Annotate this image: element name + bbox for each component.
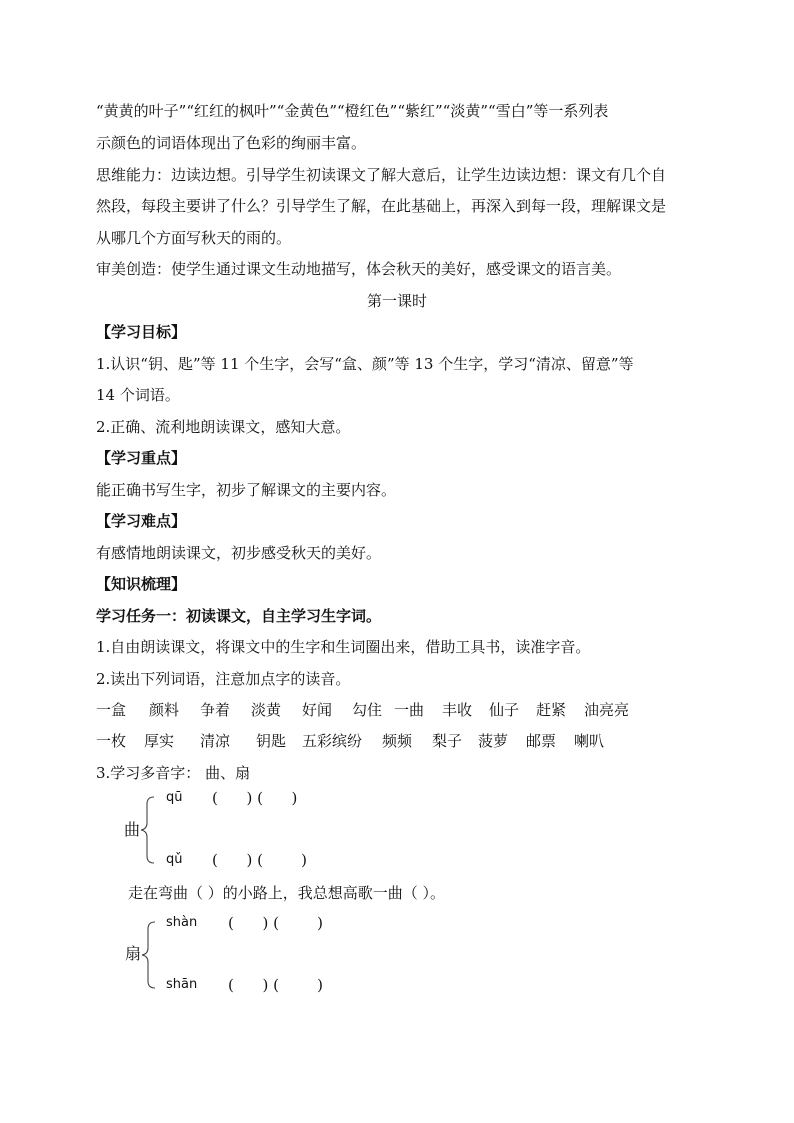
goals-heading: 【学习目标】 <box>96 323 187 341</box>
pinyin-reading: qū <box>166 790 183 805</box>
goal-line: 14 个词语。 <box>96 386 180 404</box>
answer-blanks: ( ) ( ) <box>212 851 307 869</box>
knowledge-heading: 【知识梳理】 <box>96 575 187 593</box>
task-step: 3.学习多音字： 曲、扇 <box>96 764 251 782</box>
word-item: 丰收 <box>442 701 473 719</box>
word-item: 频频 <box>382 732 413 750</box>
word-item: 喇叭 <box>574 732 605 750</box>
word-item: 仙子 <box>489 701 520 719</box>
word-item: 厚实 <box>144 732 175 750</box>
word-item: 淡黄 <box>251 701 282 719</box>
word-item: 油亮亮 <box>584 701 630 719</box>
word-item: 清凉 <box>200 732 231 750</box>
paragraph-line: “黄黄的叶子”“红红的枫叶”“金黄色”“橙红色”“紫红”“淡黄”“雪白”等一系列表 <box>96 102 609 120</box>
word-item: 一枚 <box>96 732 127 750</box>
paragraph-line: 然段，每段主要讲了什么？引导学生了解，在此基础上，再深入到每一段，理解课文是 <box>96 197 667 215</box>
pinyin-reading: shàn <box>166 915 198 930</box>
answer-blanks: ( ) ( ) <box>228 976 323 994</box>
difficulty-text: 有感情地朗读课文，初步感受秋天的美好。 <box>96 544 382 562</box>
task-step: 2.读出下列词语，注意加点字的读音。 <box>96 670 351 688</box>
word-item: 五彩缤纷 <box>302 732 363 750</box>
paragraph-line: 从哪几个方面写秋天的雨的。 <box>96 229 292 247</box>
key-text: 能正确书写生字，初步了解课文的主要内容。 <box>96 481 397 499</box>
word-item: 好闻 <box>302 701 333 719</box>
polyphone-char: 曲 <box>124 820 141 839</box>
pinyin-reading: qǔ <box>166 852 183 867</box>
paragraph-line: 思维能力：边读边想。引导学生初读课文了解大意后，让学生边读边想：课文有几个自 <box>96 166 667 184</box>
paragraph-line: 审美创造：使学生通过课文生动地描写，体会秋天的美好，感受课文的语言美。 <box>96 260 622 278</box>
answer-blanks: ( ) ( ) <box>228 914 323 932</box>
paragraph-line: 示颜色的词语体现出了色彩的绚丽丰富。 <box>96 134 367 152</box>
task-step: 1.自由朗读课文，将课文中的生字和生词圈出来，借助工具书，读准字音。 <box>96 638 591 656</box>
fill-sentence: 走在弯曲（ ）的小路上，我总想高歌一曲（ ）。 <box>128 884 446 902</box>
word-item: 钥匙 <box>256 732 287 750</box>
difficulty-heading: 【学习难点】 <box>96 512 187 530</box>
word-item: 勾住 <box>352 701 383 719</box>
task-heading: 学习任务一：初读课文，自主学习生字词。 <box>96 607 382 625</box>
goal-line: 1.认识“钥、匙”等 11 个生字，会写“盒、颜”等 13 个生字，学习“清凉、留意”等 <box>96 355 634 373</box>
pinyin-reading: shān <box>166 977 198 992</box>
goal-line: 2.正确、流利地朗读课文，感知大意。 <box>96 418 351 436</box>
word-item: 争着 <box>200 701 231 719</box>
lesson-title: 第一课时 <box>366 292 427 310</box>
word-item: 赶紧 <box>536 701 567 719</box>
word-item: 菠萝 <box>478 732 509 750</box>
word-item: 梨子 <box>432 732 463 750</box>
word-item: 一盒 <box>96 701 127 719</box>
key-heading: 【学习重点】 <box>96 449 187 467</box>
word-item: 邮票 <box>526 732 557 750</box>
word-item: 颜料 <box>149 701 180 719</box>
word-item: 一曲 <box>394 701 425 719</box>
answer-blanks: ( ) ( ) <box>212 789 298 807</box>
polyphone-char: 扇 <box>125 944 142 963</box>
